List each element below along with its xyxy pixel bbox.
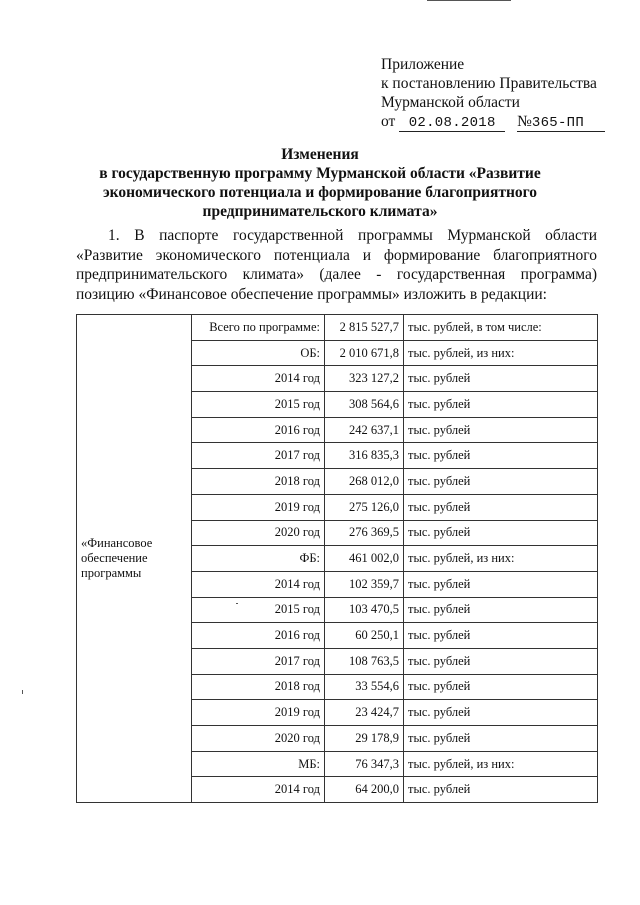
period-label: 2014 год: [192, 571, 325, 597]
date-field: [399, 114, 505, 132]
financing-table: [76, 314, 598, 803]
period-label: 2019 год: [192, 494, 325, 520]
appendix-line-1: Приложение: [381, 56, 465, 73]
amount-value: 108 763,5: [325, 648, 404, 674]
unit-label: тыс. рублей: [404, 366, 598, 392]
amount-value: 323 127,2: [325, 366, 404, 392]
appendix-date-line: [381, 112, 611, 132]
unit-label: тыс. рублей: [404, 777, 598, 803]
paragraph-text: 1. В паспорте государственной программы Мурманской области «Развитие экономического потенциала и формирование благоприятного предпринимательского климата» (далее - государственная программа) позицию «Финансовое обеспечение программы» изложить в редакции:: [76, 227, 597, 303]
amount-value: 60 250,1: [325, 623, 404, 649]
unit-label: тыс. рублей: [404, 597, 598, 623]
amount-value: 2 815 527,7: [325, 315, 404, 341]
unit-label: тыс. рублей, из них:: [404, 546, 598, 572]
unit-label: тыс. рублей, в том числе:: [404, 315, 598, 341]
unit-label: тыс. рублей: [404, 571, 598, 597]
title-line-1: Изменения: [281, 146, 359, 163]
body-paragraph: [76, 226, 597, 304]
unit-label: тыс. рублей: [404, 726, 598, 752]
appendix-header: [381, 55, 611, 132]
unit-label: тыс. рублей: [404, 469, 598, 495]
period-label: 2019 год: [192, 700, 325, 726]
period-label: 2014 год: [192, 366, 325, 392]
period-label: 2015 год: [192, 392, 325, 418]
title-line-3: экономического потенциала и формирование благоприятного: [102, 184, 538, 201]
amount-value: 276 369,5: [325, 520, 404, 546]
unit-label: тыс. рублей: [404, 392, 598, 418]
period-label: ОБ:: [192, 340, 325, 366]
unit-label: тыс. рублей: [404, 443, 598, 469]
amount-value: 268 012,0: [325, 469, 404, 495]
amount-value: 461 002,0: [325, 546, 404, 572]
unit-label: тыс. рублей: [404, 648, 598, 674]
appendix-line-2: к постановлению Правительства: [381, 75, 597, 92]
row-label: «Финансовое обеспечение программы: [81, 536, 153, 581]
unit-label: тыс. рублей, из них:: [404, 751, 598, 777]
amount-value: 102 359,7: [325, 571, 404, 597]
amount-value: 2 010 671,8: [325, 340, 404, 366]
unit-label: тыс. рублей: [404, 674, 598, 700]
amount-value: 64 200,0: [325, 777, 404, 803]
period-label: 2018 год: [192, 674, 325, 700]
amount-value: 275 126,0: [325, 494, 404, 520]
unit-label: тыс. рублей: [404, 417, 598, 443]
period-label: 2015 год: [192, 597, 325, 623]
period-label: 2016 год: [192, 417, 325, 443]
period-label: 2020 год: [192, 726, 325, 752]
number-field: [517, 114, 605, 132]
scan-mark-top: [427, 0, 511, 1]
number-value: 365-ПП: [531, 115, 585, 131]
amount-value: 103 470,5: [325, 597, 404, 623]
number-prefix: №: [517, 113, 532, 130]
scan-mark-left: [22, 690, 23, 694]
title-line-4: предпринимательского климата»: [202, 203, 438, 220]
unit-label: тыс. рублей: [404, 623, 598, 649]
amount-value: 308 564,6: [325, 392, 404, 418]
period-label: 2016 год: [192, 623, 325, 649]
period-label: МБ:: [192, 751, 325, 777]
unit-label: тыс. рублей: [404, 700, 598, 726]
amount-value: 23 424,7: [325, 700, 404, 726]
period-label: ФБ:: [192, 546, 325, 572]
date-prefix: от: [381, 113, 396, 130]
amount-value: 33 554,6: [325, 674, 404, 700]
date-value: 02.08.2018: [408, 115, 496, 131]
amount-value: 76 347,3: [325, 751, 404, 777]
appendix-line-3: Мурманской области: [381, 94, 520, 111]
unit-label: тыс. рублей: [404, 520, 598, 546]
period-label: 2014 год: [192, 777, 325, 803]
period-label: Всего по программе:: [192, 315, 325, 341]
row-label-cell: [77, 315, 192, 803]
period-label: 2020 год: [192, 520, 325, 546]
document-title: [80, 145, 560, 221]
table-row: [77, 315, 598, 341]
unit-label: тыс. рублей: [404, 494, 598, 520]
period-label: 2017 год: [192, 443, 325, 469]
amount-value: 316 835,3: [325, 443, 404, 469]
amount-value: 29 178,9: [325, 726, 404, 752]
unit-label: тыс. рублей, из них:: [404, 340, 598, 366]
amount-value: 242 637,1: [325, 417, 404, 443]
period-label: 2018 год: [192, 469, 325, 495]
period-label: 2017 год: [192, 648, 325, 674]
title-line-2: в государственную программу Мурманской области «Развитие: [99, 165, 541, 182]
